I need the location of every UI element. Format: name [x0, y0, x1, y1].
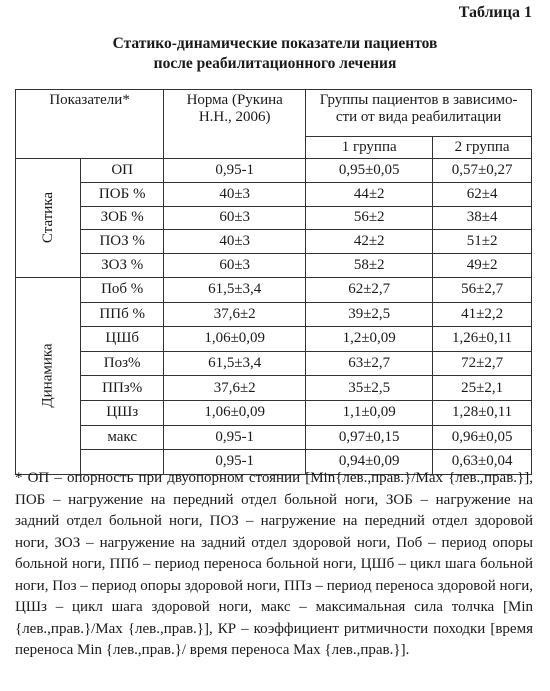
- indicator-cell: ОП: [81, 159, 164, 183]
- group2-cell: 51±2: [433, 230, 532, 254]
- norm-cell: 0,95-1: [164, 450, 306, 475]
- indicator-cell: Поз%: [81, 351, 164, 376]
- table-number-label: Таблица 1: [458, 4, 532, 21]
- table-row: [16, 302, 532, 327]
- indicator-cell: ЦШз: [81, 400, 164, 425]
- dynamics-section-label: [16, 277, 81, 474]
- group2-cell: 0,96±0,05: [433, 425, 532, 450]
- group1-cell: 56±2: [306, 206, 433, 230]
- indicator-cell: макс: [81, 425, 164, 450]
- table-title: [0, 34, 550, 74]
- indicator-cell: ППз%: [81, 376, 164, 401]
- group1-cell: 58±2: [306, 254, 433, 278]
- group1-cell: 0,97±0,15: [306, 425, 433, 450]
- indicator-cell: ПОЗ %: [81, 230, 164, 254]
- group1-cell: 42±2: [306, 230, 433, 254]
- group2-cell: 0,63±0,04: [433, 450, 532, 475]
- norm-cell: 37,6±2: [164, 302, 306, 327]
- group2-cell: 38±4: [433, 206, 532, 230]
- table-row: [16, 182, 532, 206]
- group1-cell: 0,95±0,05: [306, 159, 433, 183]
- table-row: [16, 254, 532, 278]
- group2-cell: 1,28±0,11: [433, 400, 532, 425]
- table-row: [16, 327, 532, 352]
- header-row: [16, 90, 532, 137]
- table-title-line-1: Статико-динамические показатели пациентов: [112, 35, 438, 52]
- norm-cell: 37,6±2: [164, 376, 306, 401]
- header-group-1: 1 группа: [306, 137, 433, 159]
- header-groups: [306, 90, 532, 137]
- header-norm-line-1: Норма (Рукина: [186, 92, 283, 108]
- norm-cell: 40±3: [164, 230, 306, 254]
- results-table: [15, 89, 532, 475]
- group2-cell: 62±4: [433, 182, 532, 206]
- indicator-cell: Поб %: [81, 277, 164, 302]
- group1-cell: 39±2,5: [306, 302, 433, 327]
- dynamics-section-text: Динамика: [39, 343, 56, 408]
- group1-cell: 1,1±0,09: [306, 400, 433, 425]
- table-row: [16, 376, 532, 401]
- norm-cell: 1,06±0,09: [164, 327, 306, 352]
- norm-cell: 60±3: [164, 206, 306, 230]
- norm-cell: 1,06±0,09: [164, 400, 306, 425]
- table-row: [16, 206, 532, 230]
- norm-cell: 61,5±3,4: [164, 351, 306, 376]
- norm-cell: 0,95-1: [164, 425, 306, 450]
- header-norm: [164, 90, 306, 159]
- statics-section-label: [16, 159, 81, 278]
- header-group-2: 2 группа: [433, 137, 532, 159]
- group1-cell: 62±2,7: [306, 277, 433, 302]
- indicator-cell: ЦШб: [81, 327, 164, 352]
- group1-cell: 63±2,7: [306, 351, 433, 376]
- table-title-line-2: после реабилитационного лечения: [153, 55, 397, 72]
- statics-section-text: Статика: [39, 192, 56, 244]
- group2-cell: 72±2,7: [433, 351, 532, 376]
- table-row: [16, 159, 532, 183]
- norm-cell: 0,95-1: [164, 159, 306, 183]
- norm-cell: 60±3: [164, 254, 306, 278]
- group2-cell: 49±2: [433, 254, 532, 278]
- group1-cell: 35±2,5: [306, 376, 433, 401]
- group2-cell: 56±2,7: [433, 277, 532, 302]
- group1-cell: 0,94±0,09: [306, 450, 433, 475]
- norm-cell: 40±3: [164, 182, 306, 206]
- footnote: * ОП – опорность при двуопорном стоянии [Min{лев.,прав.}/Max {лев.,прав.}], ПОБ – нагружение на передний отдел больной ноги, ЗОБ – нагружение на задний отдел больной ноги, ПОЗ – нагружение на передний отдел здоровой ноги, ЗОЗ – нагружение на задний отдел здоровой ноги, Поб – период опоры больной ноги, ППб – период переноса больной ноги, ЦШб – цикл шага больной ноги, Поз – период опоры здоровой ноги, ППз – период переноса здоровой ноги, ЦШз – цикл шага здоровой ноги, макс – максимальная сила толчка [Min {лев.,прав.}/Max {лев.,прав.}], КР – коэффициент ритмичности походки [время переноса Min {лев.,прав.}/ время переноса Max {лев.,прав.}].: [15, 470, 533, 658]
- group1-cell: 44±2: [306, 182, 433, 206]
- table-row: [16, 230, 532, 254]
- header-groups-line-2: сти от вида реабилитации: [335, 109, 502, 125]
- indicator-cell: ПОБ %: [81, 182, 164, 206]
- group2-cell: 0,57±0,27: [433, 159, 532, 183]
- group2-cell: 41±2,2: [433, 302, 532, 327]
- indicator-cell: ЗОЗ %: [81, 254, 164, 278]
- indicator-cell: ЗОБ %: [81, 206, 164, 230]
- header-norm-line-2: Н.Н., 2006): [198, 109, 271, 125]
- table-row: [16, 351, 532, 376]
- norm-cell: 61,5±3,4: [164, 277, 306, 302]
- header-indicators: Показатели*: [16, 90, 164, 159]
- table-row: [16, 277, 532, 302]
- header-groups-line-1: Группы пациентов в зависимо-: [319, 92, 518, 108]
- indicator-cell: ППб %: [81, 302, 164, 327]
- table-row: [16, 425, 532, 450]
- table-row: [16, 400, 532, 425]
- group2-cell: 25±2,1: [433, 376, 532, 401]
- group2-cell: 1,26±0,11: [433, 327, 532, 352]
- group1-cell: 1,2±0,09: [306, 327, 433, 352]
